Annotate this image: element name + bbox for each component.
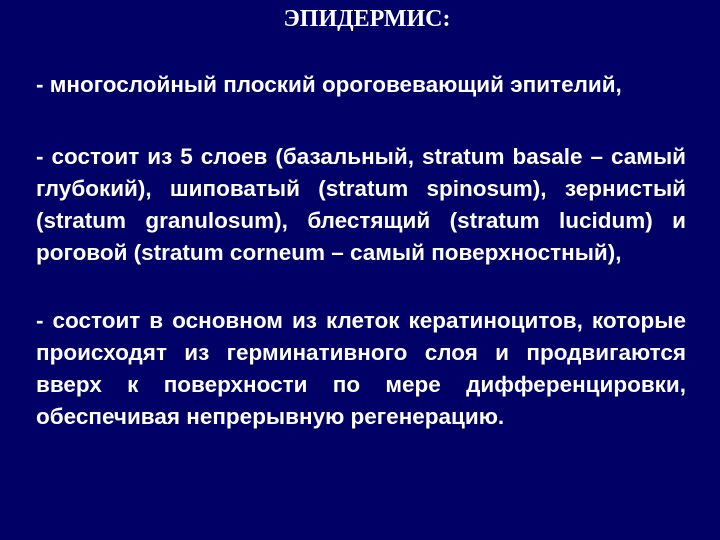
paragraph-layers: - состоит из 5 слоев (базальный, stratum basale – самый глубокий), шиповатый (stratum spinosum), зернистый (stratum granulosum), блестящий (stratum lucidum) и роговой (stratum corneum – самый поверхностный),	[36, 144, 686, 265]
paragraph-keratinocytes: - состоит в основном из клеток кератиноцитов, которые происходят из герминативного слоя и продвигаются вверх к поверхности по мере дифференцировки, обеспечивая непрерывную регенерацию.	[36, 308, 686, 429]
paragraph-epithelium-type: - многослойный плоский ороговевающий эпителий,	[36, 72, 622, 97]
slide-title: ЭПИДЕРМИС:	[283, 6, 451, 32]
